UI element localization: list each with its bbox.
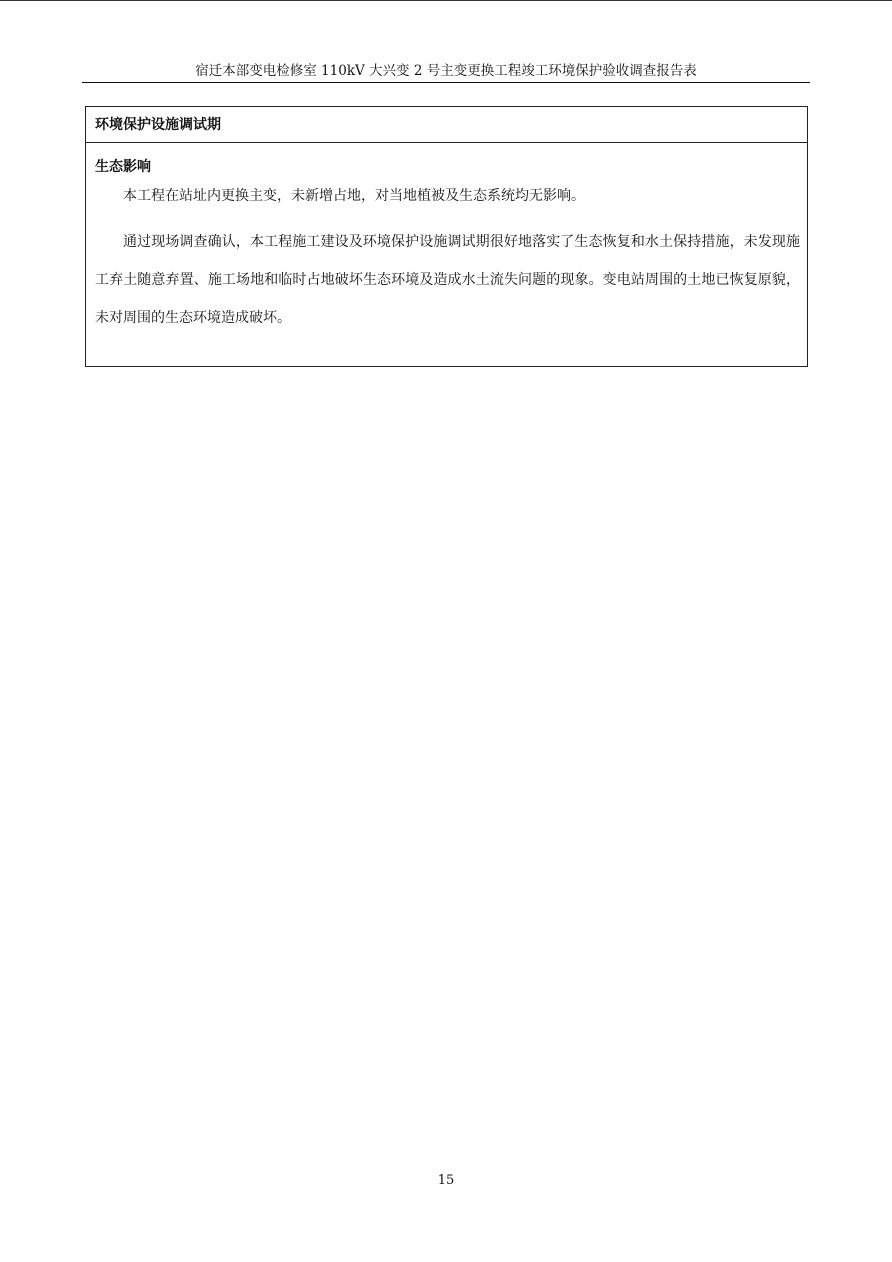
header-rule [82,82,810,83]
section-body [86,143,807,337]
subsection-heading: 生态影响 [95,159,151,175]
section-title: 环境保护设施调试期 [86,107,807,143]
page-number: 15 [437,1173,455,1188]
paragraph-site-survey: 通过现场调查确认，本工程施工建设及环境保护设施调试期很好地落实了生态恢复和水土保持措施，未发现施工弃土随意弃置、施工场地和临时占地破坏生态环境及造成水土流失问题的现象。变电站周围的土地已恢复原貌，未对周围的生态环境造成破坏。 [95,234,800,326]
report-table [85,106,808,367]
running-header: 宿迁本部变电检修室 110kV 大兴变 2 号主变更换工程竣工环境保护验收调查报告表 [195,63,697,79]
page-top-border [0,0,892,1]
paragraph-land-use: 本工程在站址内更换主变，未新增占地，对当地植被及生态系统均无影响。 [123,188,585,204]
